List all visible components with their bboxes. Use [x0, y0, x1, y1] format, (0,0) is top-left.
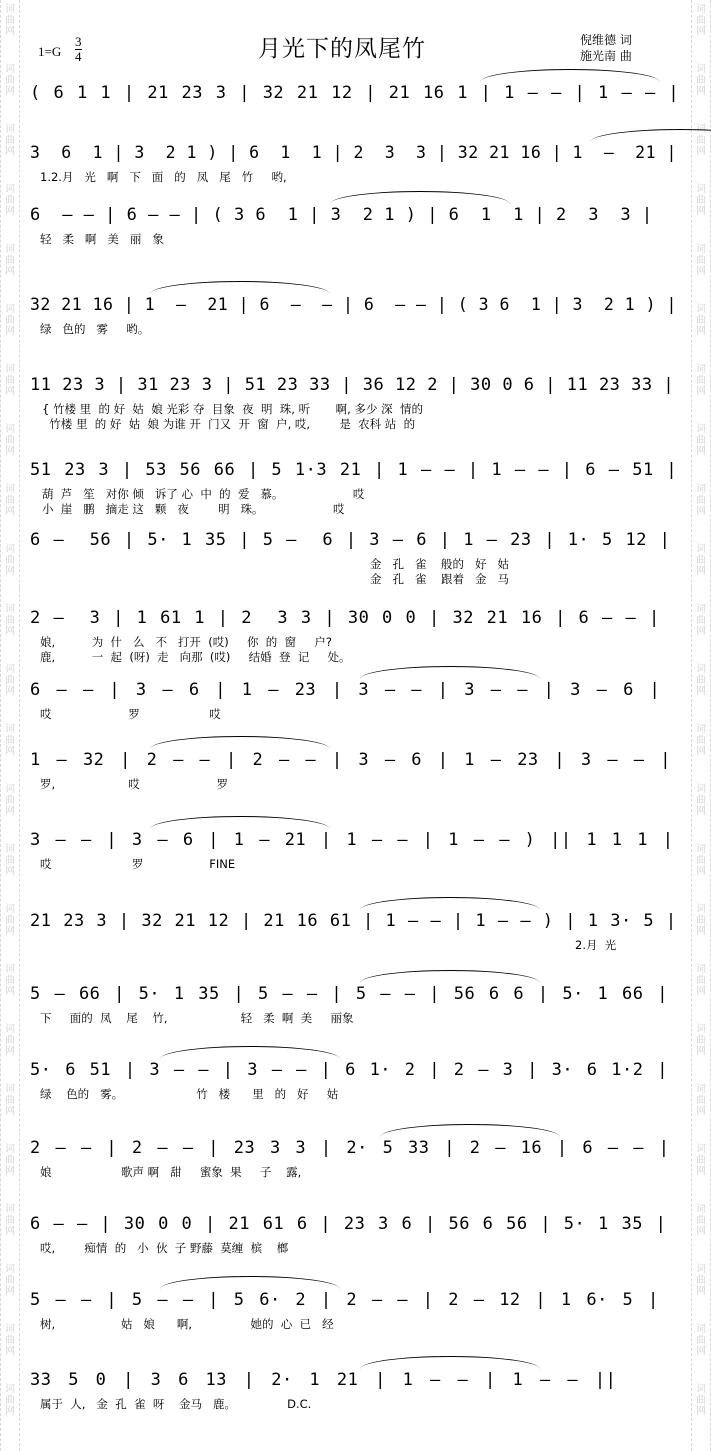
notation-line: 6 – – | 3 – 6 | 1 – 23 | 3 – – | 3 – – | 3 – 6 | [30, 680, 661, 700]
lyric-line: 绿 色的 雾 哟。 [40, 322, 150, 336]
score-header [0, 0, 711, 70]
time-signature-bottom: 4 [75, 49, 82, 64]
watermark-mark: 词 曲 网 [696, 784, 706, 817]
lyric-line: 小 崖 鹏 摘走 这 颗 夜 明 珠。 哎 [42, 502, 345, 516]
watermark-mark: 词 曲 网 [5, 4, 15, 37]
notation-line: 5 – – | 5 – – | 5 6· 2 | 2 – – | 2 – 12 | 1 6· 5 | [30, 1290, 659, 1310]
watermark-mark: 词 曲 网 [696, 364, 706, 397]
score-row [30, 903, 682, 965]
notation-line: 6 – – | 30 0 0 | 21 61 6 | 23 3 6 | 56 6 56 | 5· 1 35 | [30, 1214, 667, 1234]
watermark-mark: 词 曲 网 [5, 1024, 15, 1057]
watermark-mark: 词 曲 网 [696, 604, 706, 637]
watermark-mark: 词 曲 网 [5, 844, 15, 877]
slur-mark [160, 1046, 340, 1059]
watermark-mark: 词 曲 网 [5, 724, 15, 757]
notation-line: 2 – – | 2 – – | 23 3 3 | 2· 5 33 | 2 – 16 | 6 – – | [30, 1138, 670, 1158]
lyric-line: 绿 色的 雾。 竹 楼 里 的 好 姑 [40, 1087, 339, 1101]
lyric-line: 金 孔 雀 跟着 金 马 [370, 572, 509, 586]
score-row [30, 522, 682, 584]
watermark-mark: 词 曲 网 [5, 1144, 15, 1177]
notation-line: 51 23 3 | 53 56 66 | 5 1·3 21 | 1 – – | 1 – – | 6 – 51 | [30, 460, 678, 480]
watermark-mark: 词 曲 网 [5, 1384, 15, 1417]
notation-line: ( 6 1 1 | 21 23 3 | 32 21 12 | 21 16 1 | 1 – – | 1 – – | [30, 83, 680, 103]
watermark-mark: 词 曲 网 [696, 184, 706, 217]
watermark-mark: 词 曲 网 [696, 664, 706, 697]
score-row [30, 287, 682, 349]
score-row [30, 1052, 682, 1114]
lyric-line: 哎 罗 哎 [40, 707, 221, 721]
notation-line: 6 – – | 6 – – | ( 3 6 1 | 3 2 1 ) | 6 1 1 | 2 3 3 | [30, 205, 653, 225]
score-row [30, 742, 682, 804]
notation-line: 3 – – | 3 – 6 | 1 – 21 | 1 – – | 1 – – ) || 1 1 1 | [30, 830, 674, 850]
lyric-line: 哎 罗 FINE [40, 857, 236, 871]
notation-line: 11 23 3 | 31 23 3 | 51 23 33 | 36 12 2 | 30 0 6 | 11 23 33 | [30, 375, 675, 395]
notation-line: 21 23 3 | 32 21 12 | 21 16 61 | 1 – – | 1 – – ) | 1 3· 5 | [30, 911, 677, 931]
slur-mark [380, 1124, 560, 1137]
watermark-mark: 词 曲 网 [5, 184, 15, 217]
watermark-mark: 词 曲 网 [5, 124, 15, 157]
slur-mark [360, 1356, 540, 1369]
slur-mark [150, 816, 330, 829]
watermark-mark: 词 曲 网 [5, 604, 15, 637]
watermark-mark: 词 曲 网 [696, 1384, 706, 1417]
slur-mark [360, 897, 540, 910]
lyric-line: 下 面的 凤 尾 竹, 轻 柔 啊 美 丽象 [40, 1011, 354, 1025]
watermark-mark: 词 曲 网 [696, 1084, 706, 1117]
score-row [30, 1206, 682, 1268]
lyric-line: 娘 歌声 啊 甜 蜜象 果 子 露, [40, 1165, 302, 1179]
score-row [30, 672, 682, 734]
watermark-mark: 词 曲 网 [696, 1324, 706, 1357]
notation-line: 33 5 0 | 3 6 13 | 2· 1 21 | 1 – – | 1 – – || [30, 1370, 617, 1390]
watermark-mark: 词 曲 网 [696, 1204, 706, 1237]
slur-mark [480, 69, 660, 82]
slur-mark [360, 970, 540, 983]
watermark-mark: 词 曲 网 [5, 1084, 15, 1117]
watermark-mark: 词 曲 网 [696, 304, 706, 337]
watermark-mark: 词 曲 网 [696, 544, 706, 577]
slur-mark [360, 666, 540, 679]
lyric-line: 属于 人, 金 孔 雀 呀 金马 鹿。 D.C. [40, 1397, 312, 1411]
watermark-mark: 词 曲 网 [5, 1264, 15, 1297]
watermark-mark: 词 曲 网 [696, 244, 706, 277]
score-row [30, 1362, 682, 1424]
composer-credit: 施光南 曲 [580, 49, 632, 63]
notation-line: 5· 6 51 | 3 – – | 3 – – | 6 1· 2 | 2 – 3 | 3· 6 1·2 | [30, 1060, 668, 1080]
watermark-mark: 词 曲 网 [5, 964, 15, 997]
lyric-line: 娘, 为 什 么 不 打开 (哎) 你 的 窗 户? [40, 635, 332, 649]
watermark-mark: 词 曲 网 [696, 904, 706, 937]
time-signature-top: 3 [75, 34, 82, 49]
slur-mark [160, 1276, 340, 1289]
slur-mark [150, 281, 330, 294]
watermark-mark: 词 曲 网 [696, 64, 706, 97]
score-row [30, 452, 682, 514]
score-row [30, 367, 682, 429]
watermark-mark: 词 曲 网 [5, 64, 15, 97]
watermark-mark: 词 曲 网 [5, 784, 15, 817]
watermark-mark: 词 曲 网 [696, 124, 706, 157]
lyric-line: { 竹楼 里 的 好 姑 娘 光彩 夺 目象 夜 明 珠, 听 啊, 多少 深 情的 [42, 402, 423, 416]
watermark-mark: 词 曲 网 [696, 1024, 706, 1057]
notation-line: 5 – 66 | 5· 1 35 | 5 – – | 5 – – | 56 6 6 | 5· 1 66 | [30, 984, 668, 1004]
notation-line: 3 6 1 | 3 2 1 ) | 6 1 1 | 2 3 3 | 32 21 16 | 1 – 21 | [30, 143, 677, 162]
credits [580, 32, 632, 64]
score-row [30, 1282, 682, 1344]
watermark-mark: 词 曲 网 [5, 244, 15, 277]
score-row [30, 1130, 682, 1192]
watermark-mark: 词 曲 网 [696, 964, 706, 997]
lyric-line: 轻 柔 啊 美 丽 象 [40, 232, 164, 246]
score-row [30, 822, 682, 884]
watermark-mark: 词 曲 网 [5, 904, 15, 937]
watermark-mark: 词 曲 网 [696, 724, 706, 757]
notation-line: 1 – 32 | 2 – – | 2 – – | 3 – 6 | 1 – 23 | 3 – – | [30, 750, 672, 770]
score-row [30, 600, 682, 662]
lyric-line: 鹿, 一 起 (呀) 走 向那 (哎) 结婚 登 记 处。 [40, 650, 351, 664]
lyric-line: 葫 芦 笙 对你 倾 诉了 心 中 的 爱 慕。 哎 [42, 487, 365, 501]
score-row [30, 75, 682, 137]
watermark-mark: 词 曲 网 [5, 424, 15, 457]
watermark-mark: 词 曲 网 [696, 4, 706, 37]
lyric-line: 罗, 哎 罗 [40, 777, 229, 791]
watermark-mark: 词 曲 网 [5, 1324, 15, 1357]
score-row [30, 197, 682, 259]
notation-line: 6 – 56 | 5· 1 35 | 5 – 6 | 3 – 6 | 1 – 23 | 1· 5 12 | [30, 530, 671, 550]
lyric-line: 金 孔 雀 般的 好 姑 [370, 557, 509, 571]
watermark-mark: 词 曲 网 [696, 1264, 706, 1297]
watermark-mark: 词 曲 网 [696, 424, 706, 457]
watermark-mark: 词 曲 网 [5, 1204, 15, 1237]
slur-mark [150, 736, 330, 749]
watermark-mark: 词 曲 网 [5, 364, 15, 397]
watermark-mark: 词 曲 网 [5, 544, 15, 577]
right-watermark-strip [691, 0, 711, 1451]
lyric-line: 树, 姑 娘 啊, 她的 心 已 经 [40, 1317, 334, 1331]
lyric-line: 2.月 光 [575, 938, 617, 952]
watermark-mark: 词 曲 网 [696, 844, 706, 877]
watermark-mark: 词 曲 网 [5, 664, 15, 697]
watermark-mark: 词 曲 网 [696, 484, 706, 517]
lyricist-credit: 倪维德 词 [580, 33, 632, 47]
watermark-mark: 词 曲 网 [5, 484, 15, 517]
lyric-line: 哎, 痴情 的 小 伙 子 野藤 莫缠 槟 榔 [40, 1241, 289, 1255]
lyric-line: 1.2.月 光 啊 下 面 的 凤 尾 竹 哟, [40, 170, 287, 184]
key-signature: 1=G [38, 44, 62, 59]
notation-line: 32 21 16 | 1 – 21 | 6 – – | 6 – – | ( 3 6 1 | 3 2 1 ) | [30, 295, 677, 314]
notation-line: 2 – 3 | 1 61 1 | 2 3 3 | 30 0 0 | 32 21 16 | 6 – – | [30, 608, 660, 628]
score-row [30, 135, 682, 197]
score-row [30, 976, 682, 1038]
time-signature [75, 35, 82, 64]
song-title: 月光下的凤尾竹 [258, 36, 426, 62]
lyric-line: 竹楼 里 的 好 姑 娘 为谁 开 门又 开 窗 户, 哎, 是 农科 站 的 [42, 417, 416, 431]
watermark-mark: 词 曲 网 [696, 1144, 706, 1177]
left-watermark-strip [0, 0, 20, 1451]
watermark-mark: 词 曲 网 [5, 304, 15, 337]
